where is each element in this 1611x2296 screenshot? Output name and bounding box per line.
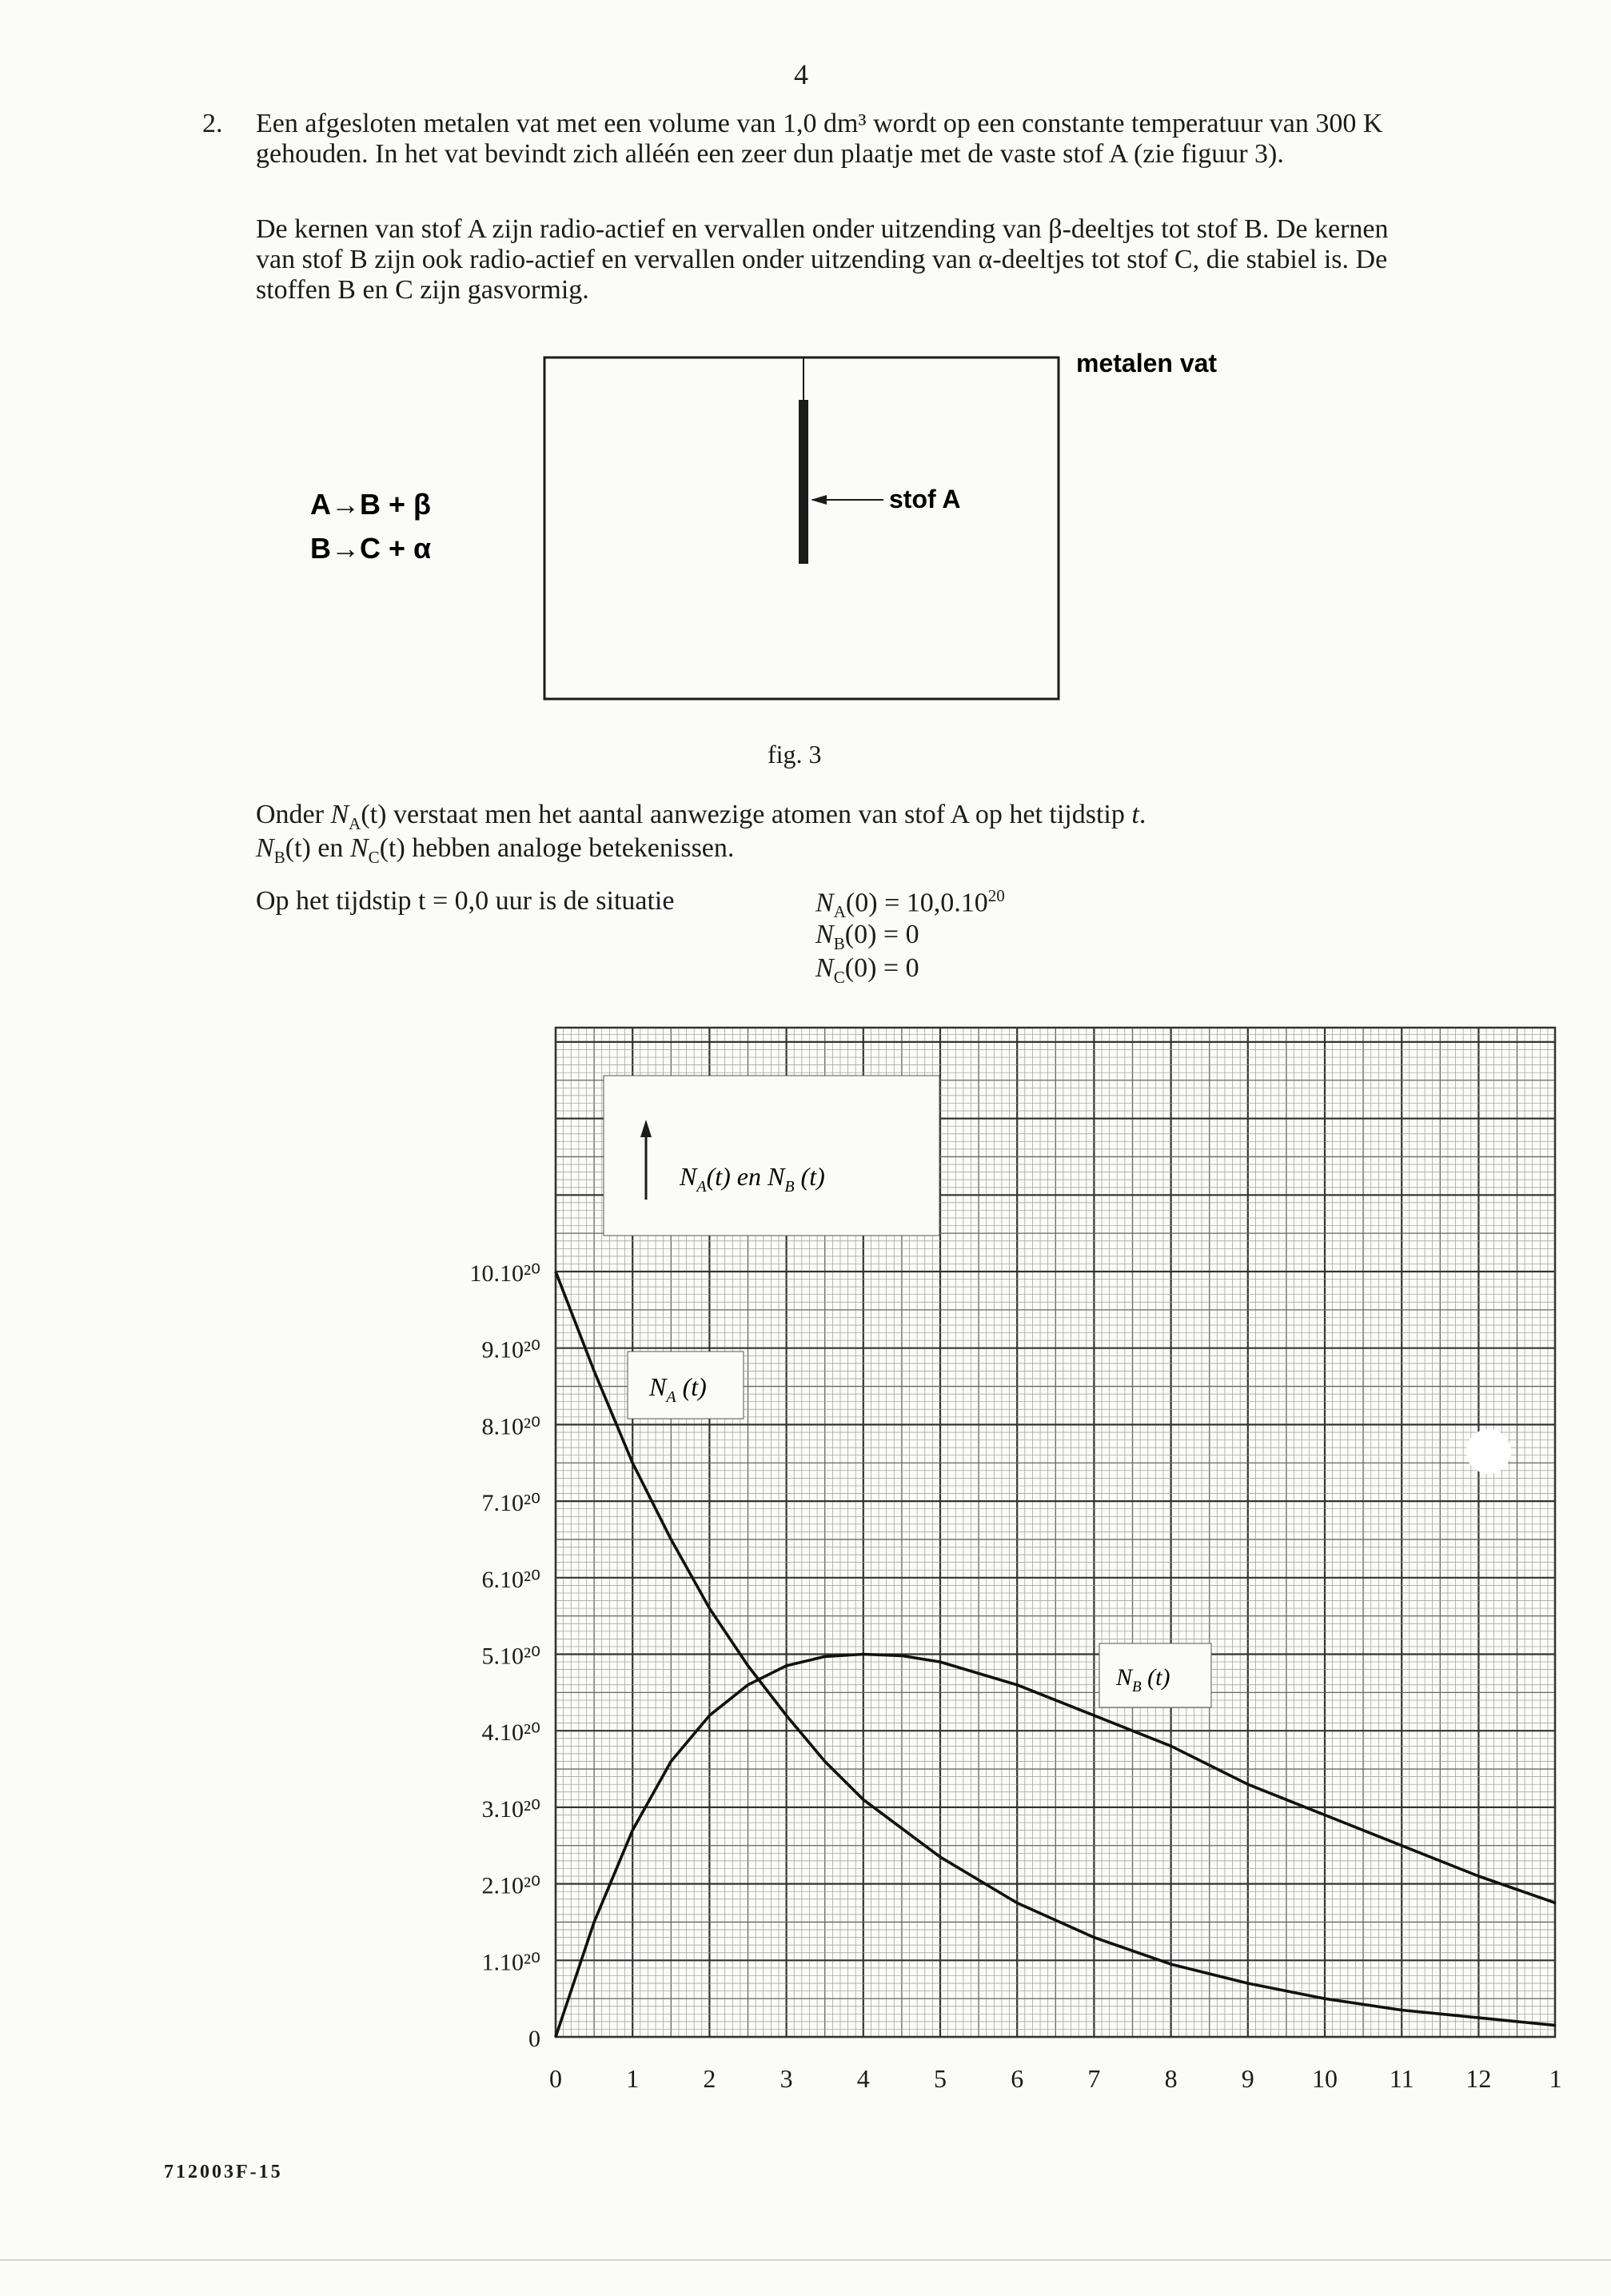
nb-curve-point [1401, 1845, 1402, 1847]
decay-graph [432, 1016, 1583, 2119]
definition-line-2 [256, 833, 734, 868]
page-bottom-rule [0, 2259, 1611, 2261]
x-tick-label: 10 [1312, 2064, 1338, 2093]
definition-text: verstaat men het aantal aanwezige atomen van stof A op het tijdstip [386, 800, 1132, 829]
na-curve-point [1170, 1963, 1172, 1965]
plate-label: stof A [889, 485, 961, 513]
nb-curve-point [1094, 1715, 1095, 1716]
na-curve-point [555, 1271, 556, 1272]
nb-curve-point [1247, 1783, 1249, 1785]
nb-symbol: N [256, 833, 274, 863]
x-tick-label: 9 [1241, 2064, 1254, 2093]
x-tick-label: 1 [626, 2064, 640, 2093]
na-curve-point [786, 1715, 788, 1716]
period: . [1138, 800, 1146, 829]
nb-arg: (t) [285, 833, 311, 863]
nc0-sub: C [833, 967, 845, 987]
plate-stof-a [799, 400, 808, 564]
nc0-symbol: N [815, 953, 834, 983]
na-arg: (t) [361, 800, 387, 829]
na-curve-point [1247, 1983, 1249, 1984]
t-symbol: t [1131, 800, 1139, 829]
na0-rhs: (0) = 10,0.10 [845, 888, 988, 918]
na-curve-point [863, 1799, 864, 1801]
nc-symbol: N [349, 833, 369, 863]
y-tick-label: 8.10²⁰ [481, 1413, 540, 1440]
na-curve-point [709, 1607, 711, 1609]
nb-curve-point [709, 1715, 711, 1716]
intro-paragraph: Een afgesloten metalen vat met een volume van 1,0 dm³ wordt op een constante temperatuur van 300 K gehouden. In het vat bevindt zich alléén een zeer dun plaatje met de vaste stof A (zie figuur 3). [256, 109, 1383, 169]
na-curve-point [671, 1539, 672, 1540]
figure-3 [240, 344, 1279, 720]
document-code: 712003F-15 [164, 2162, 283, 2182]
nb0-sub: B [833, 933, 845, 953]
y-tick-label: 0 [528, 2026, 540, 2052]
na-curve-point [1555, 2025, 1557, 2026]
nb-curve-point [1324, 1815, 1326, 1816]
nb-curve-point [901, 1655, 903, 1657]
nb-curve-label: $N_B$ (t) [1116, 1664, 1170, 1695]
na-curve-point [1016, 1903, 1018, 1904]
punch-hole [1466, 1429, 1511, 1474]
x-tick-label: 5 [934, 2064, 947, 2093]
na-curve-point [824, 1761, 826, 1763]
y-tick-label: 1.10²⁰ [481, 1949, 540, 1976]
nb0-rhs: (0) = 0 [844, 920, 919, 949]
legend-text: $N_A(t)$ en $N_B$ (t) [680, 1162, 825, 1196]
nc-arg: (t) [379, 833, 405, 863]
x-tick-label: 2 [703, 2064, 716, 2093]
x-tick-label: 7 [1087, 2064, 1101, 2093]
reaction-a-to-b: A→B + β [310, 488, 431, 521]
figure-caption: fig. 3 [768, 740, 822, 769]
na-symbol: N [330, 800, 349, 829]
x-tick-label: 11 [1389, 2064, 1414, 2093]
analoge-text: hebben analoge betekenissen. [405, 833, 735, 863]
plate-arrow-head [811, 495, 827, 505]
nb-curve-point [593, 1922, 595, 1923]
initial-intro: Op het tijdstip t = 0,0 uur is de situatie [256, 886, 675, 916]
na-curve-point [1094, 1937, 1095, 1939]
decay-paragraph: De kernen van stof A zijn radio-actief en vervallen onder uitzending van β-deeltjes tot stof B. De kernen van stof B zijn ook radio-actief en vervallen onder uitzending van α-deeltjes tot stof C, die stabiel is. De stoffen B en C zijn gasvormig. [256, 214, 1389, 305]
initial-na0 [815, 886, 1005, 922]
nc0-rhs: (0) = 0 [844, 953, 919, 983]
y-tick-label: 10.10²⁰ [469, 1260, 540, 1287]
legend-box [604, 1076, 939, 1236]
reaction-b-to-c: B→C + α [310, 532, 432, 565]
na-curve-point [1401, 2010, 1402, 2011]
nb-curve-point [1478, 1875, 1480, 1877]
nb-curve-point [671, 1761, 672, 1763]
na0-symbol: N [815, 888, 834, 918]
question-number: 2. [202, 109, 223, 138]
y-tick-label: 4.10²⁰ [481, 1719, 540, 1747]
na-curve-point [593, 1371, 595, 1372]
nb-curve-point [748, 1684, 749, 1686]
na-curve-point [632, 1462, 633, 1463]
y-tick-label: 5.10²⁰ [481, 1643, 540, 1670]
x-tick-label: 4 [856, 2064, 870, 2093]
nb-curve-point [1170, 1746, 1172, 1747]
x-tick-label: 1 [1549, 2064, 1562, 2093]
x-tick-label: 0 [549, 2064, 562, 2093]
na0-sub: A [833, 902, 846, 922]
vessel-label: metalen vat [1076, 349, 1218, 377]
nb-curve-point [939, 1661, 941, 1663]
en-text: en [310, 833, 350, 863]
na-curve-point [748, 1665, 749, 1667]
x-tick-label: 8 [1164, 2064, 1178, 2093]
x-tick-label: 6 [1011, 2064, 1024, 2093]
y-tick-label: 2.10²⁰ [481, 1872, 540, 1899]
page-number: 4 [794, 58, 808, 90]
na-curve-point [939, 1856, 941, 1858]
nb-curve-point [863, 1654, 864, 1655]
nb-curve-point [1016, 1684, 1018, 1686]
x-tick-label: 3 [780, 2064, 793, 2093]
na-subscript: A [349, 813, 361, 833]
initial-nc0 [815, 953, 919, 988]
na0-exp: 20 [987, 886, 1005, 905]
nb-curve-point [786, 1665, 788, 1667]
na-curve-point [1324, 1998, 1326, 1999]
nb-subscript: B [273, 847, 285, 867]
y-tick-label: 3.10²⁰ [481, 1795, 540, 1823]
nb0-symbol: N [815, 920, 834, 949]
initial-nb0 [815, 920, 919, 954]
nb-curve-point [632, 1830, 633, 1831]
na-curve-point [1478, 2017, 1480, 2018]
nc-subscript: C [368, 847, 380, 867]
definition-line-1 [256, 800, 1146, 834]
nb-curve-point [1555, 1903, 1557, 1904]
nb-curve-point [555, 2036, 556, 2038]
y-tick-label: 6.10²⁰ [481, 1566, 540, 1593]
onder-text: Onder [256, 800, 331, 829]
na-curve-label: $N_A$ (t) [649, 1372, 707, 1406]
nb-curve-point [824, 1656, 826, 1658]
x-tick-label: 12 [1465, 2064, 1492, 2093]
y-tick-label: 7.10²⁰ [481, 1490, 540, 1517]
y-tick-label: 9.10²⁰ [481, 1336, 540, 1364]
